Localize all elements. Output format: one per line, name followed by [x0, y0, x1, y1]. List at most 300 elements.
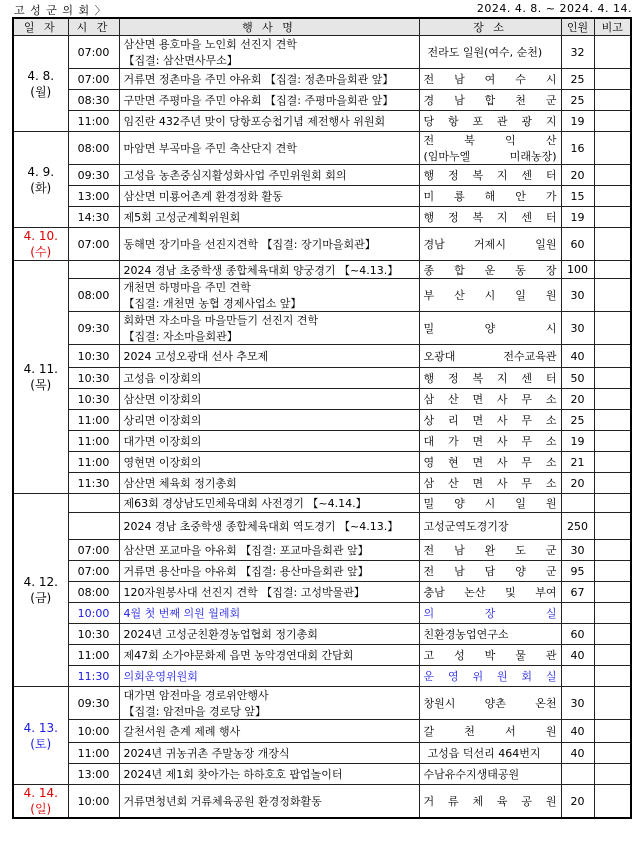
attendee-count-cell: 25	[561, 69, 594, 90]
note-cell	[594, 582, 631, 603]
table-row	[13, 513, 631, 540]
event-title-cell	[119, 165, 419, 186]
attendee-count-cell: 21	[561, 452, 594, 473]
place-line: 갈 천 서 원	[423, 725, 557, 738]
event-title-cell	[119, 69, 419, 90]
table-row	[13, 720, 631, 743]
event-title-line: 거류면 용산마을 야유회 【집결: 용산마을회관 앞】	[123, 565, 369, 578]
table-row	[13, 389, 631, 410]
place-cell	[419, 36, 561, 69]
event-title-line: 【집결: 자소마을회관】	[123, 330, 238, 343]
attendee-count-cell: 60	[561, 228, 594, 261]
place-cell	[419, 69, 561, 90]
note-cell	[594, 431, 631, 452]
event-title-cell	[119, 207, 419, 228]
note-cell	[594, 785, 631, 819]
place-line: 삼 산 면 사 무 소	[423, 477, 557, 490]
place-cell	[419, 345, 561, 368]
event-title-cell	[119, 261, 419, 279]
event-title-cell	[119, 90, 419, 111]
note-cell	[594, 473, 631, 494]
date-cell	[13, 261, 68, 494]
place-line: 오광대 전수교육관	[423, 350, 557, 363]
time-cell: 08:00	[68, 132, 119, 165]
date-cell	[13, 785, 68, 819]
event-title-line: 삼산면 미룡어촌계 환경정화 활동	[123, 190, 283, 203]
note-cell	[594, 90, 631, 111]
place-cell	[419, 687, 561, 720]
place-cell	[419, 582, 561, 603]
table-row	[13, 764, 631, 785]
place-line: 창원시 양촌 온천	[423, 697, 557, 710]
place-line: 의 장 실	[423, 607, 557, 620]
note-cell	[594, 720, 631, 743]
event-title-cell	[119, 410, 419, 431]
event-title-cell	[119, 666, 419, 687]
event-title-line: 2024년 고성군친환경농업협회 정기총회	[123, 628, 318, 641]
event-title-line: 마암면 부곡마을 주민 축산단지 견학	[123, 142, 297, 155]
table-row	[13, 36, 631, 69]
note-cell	[594, 132, 631, 165]
time-cell: 13:00	[68, 764, 119, 785]
date-label: 4. 14.	[23, 786, 58, 800]
note-cell	[594, 312, 631, 345]
attendee-count-cell: 15	[561, 186, 594, 207]
time-cell: 07:00	[68, 36, 119, 69]
event-title-cell	[119, 36, 419, 69]
attendee-count-cell	[561, 666, 594, 687]
place-cell	[419, 666, 561, 687]
note-cell	[594, 368, 631, 389]
place-cell	[419, 743, 561, 764]
event-title-line: 대가면 암전마을 경로위안행사	[123, 689, 269, 702]
event-title-cell	[119, 186, 419, 207]
table-row	[13, 473, 631, 494]
table-row	[13, 666, 631, 687]
place-line: 친환경농업연구소	[423, 628, 509, 641]
place-line: 전 북 익 산	[423, 134, 557, 147]
place-line: 고성읍 덕선리 464번지	[427, 747, 541, 760]
event-title-line: 의회운영위원회	[123, 670, 198, 683]
table-row	[13, 279, 631, 312]
event-title-line: 영현면 이장회의	[123, 456, 202, 469]
note-cell	[594, 279, 631, 312]
event-title-line: 상리면 이장회의	[123, 414, 202, 427]
event-title-line: 4월 첫 번째 의원 월례회	[123, 607, 241, 620]
attendee-count-cell: 19	[561, 111, 594, 132]
attendee-count-cell: 40	[561, 720, 594, 743]
weekday-label: (목)	[30, 378, 52, 392]
attendee-count-cell: 20	[561, 165, 594, 186]
note-cell	[594, 603, 631, 624]
date-label: 4. 11.	[23, 362, 58, 376]
place-cell	[419, 645, 561, 666]
event-title-cell	[119, 279, 419, 312]
note-cell	[594, 261, 631, 279]
event-title-line: 거류면 정촌마을 주민 야유회 【집결: 정촌마을회관 앞】	[123, 73, 394, 86]
place-line: 경 남 합 천 군	[423, 94, 557, 107]
place-cell	[419, 764, 561, 785]
event-title-cell	[119, 312, 419, 345]
time-cell: 08:00	[68, 279, 119, 312]
column-header-event: 행 사 명	[119, 18, 419, 36]
event-title-cell	[119, 720, 419, 743]
table-row	[13, 582, 631, 603]
time-cell: 13:00	[68, 186, 119, 207]
event-title-cell	[119, 687, 419, 720]
event-title-cell	[119, 743, 419, 764]
place-line: 전라도 일원(여수, 순천)	[427, 46, 543, 59]
event-title-cell	[119, 494, 419, 513]
place-cell	[419, 132, 561, 165]
time-cell: 11:00	[68, 111, 119, 132]
time-cell: 10:30	[68, 368, 119, 389]
place-line: 수남유수지생태공원	[423, 768, 520, 781]
event-title-line: 삼산면 체육회 정기총회	[123, 477, 237, 490]
attendee-count-cell: 40	[561, 743, 594, 764]
attendee-count-cell: 60	[561, 624, 594, 645]
weekday-label: (월)	[30, 84, 52, 99]
note-cell	[594, 207, 631, 228]
table-row	[13, 186, 631, 207]
time-cell	[68, 261, 119, 279]
event-title-line: 거류면청년회 거류체육공원 환경정화활동	[123, 795, 322, 808]
date-cell	[13, 494, 68, 687]
place-cell	[419, 389, 561, 410]
place-line: 운 영 위 원 회 실	[423, 670, 557, 683]
date-cell	[13, 228, 68, 261]
attendee-count-cell: 50	[561, 368, 594, 389]
attendee-count-cell: 19	[561, 207, 594, 228]
event-title-line: 갈천서원 춘계 제례 행사	[123, 725, 241, 738]
time-cell: 09:30	[68, 687, 119, 720]
attendee-count-cell: 19	[561, 431, 594, 452]
event-title-line: 삼산면 이장회의	[123, 393, 202, 406]
time-cell: 11:00	[68, 452, 119, 473]
note-cell	[594, 666, 631, 687]
attendee-count-cell: 20	[561, 389, 594, 410]
attendee-count-cell: 250	[561, 513, 594, 540]
place-line: 고성군역도경기장	[423, 520, 509, 533]
place-cell	[419, 785, 561, 819]
note-cell	[594, 764, 631, 785]
table-row	[13, 312, 631, 345]
place-cell	[419, 720, 561, 743]
place-line: 전 남 완 도 군	[423, 544, 557, 557]
time-cell: 10:30	[68, 345, 119, 368]
table-row	[13, 132, 631, 165]
table-row	[13, 687, 631, 720]
place-cell	[419, 494, 561, 513]
time-cell: 10:30	[68, 624, 119, 645]
attendee-count-cell: 32	[561, 36, 594, 69]
event-title-cell	[119, 582, 419, 603]
event-title-cell	[119, 368, 419, 389]
event-title-line: 【집결: 암전마을 경로당 앞】	[123, 705, 266, 718]
table-row	[13, 540, 631, 561]
event-title-line: 2024년 제1회 찾아가는 하하호호 팝업놀이터	[123, 768, 343, 781]
note-cell	[594, 69, 631, 90]
weekday-label: (수)	[30, 245, 52, 259]
place-cell	[419, 312, 561, 345]
event-title-cell	[119, 561, 419, 582]
note-cell	[594, 452, 631, 473]
place-line: (임마누엘 미래농장)	[423, 150, 557, 163]
place-line: 대 가 면 사 무 소	[423, 435, 557, 448]
attendee-count-cell: 30	[561, 687, 594, 720]
event-title-cell	[119, 645, 419, 666]
table-row	[13, 452, 631, 473]
place-line: 충남 논산 및 부여	[423, 586, 557, 599]
place-cell	[419, 473, 561, 494]
note-cell	[594, 494, 631, 513]
event-title-cell	[119, 111, 419, 132]
place-cell	[419, 561, 561, 582]
event-title-line: 임진란 432주년 맞이 당항포승첩기념 제전행사 위원회	[123, 115, 386, 128]
place-cell	[419, 624, 561, 645]
attendee-count-cell	[561, 764, 594, 785]
place-cell	[419, 111, 561, 132]
note-cell	[594, 345, 631, 368]
attendee-count-cell: 20	[561, 785, 594, 819]
place-line: 상 리 면 사 무 소	[423, 414, 557, 427]
note-cell	[594, 513, 631, 540]
time-cell: 09:30	[68, 312, 119, 345]
place-cell	[419, 228, 561, 261]
attendee-count-cell: 40	[561, 345, 594, 368]
event-title-cell	[119, 389, 419, 410]
time-cell: 11:00	[68, 431, 119, 452]
event-title-line: 회화면 자소마을 마을만들기 선진지 견학	[123, 314, 319, 327]
table-row	[13, 624, 631, 645]
event-title-line: 구만면 주평마을 주민 야유회 【집결: 주평마을회관 앞】	[123, 94, 394, 107]
event-title-line: 대가면 이장회의	[123, 435, 202, 448]
event-title-cell	[119, 132, 419, 165]
table-row	[13, 785, 631, 819]
column-header-count: 인원	[561, 18, 594, 36]
note-cell	[594, 111, 631, 132]
time-cell: 10:00	[68, 603, 119, 624]
attendee-count-cell: 100	[561, 261, 594, 279]
attendee-count-cell: 30	[561, 312, 594, 345]
note-cell	[594, 36, 631, 69]
place-line: 전 남 담 양 군	[423, 565, 557, 578]
time-cell: 11:30	[68, 666, 119, 687]
table-row	[13, 345, 631, 368]
time-cell: 11:00	[68, 410, 119, 431]
attendee-count-cell: 30	[561, 279, 594, 312]
place-cell	[419, 261, 561, 279]
place-line: 영 현 면 사 무 소	[423, 456, 557, 469]
date-cell	[13, 132, 68, 228]
event-title-line: 삼산면 용호마을 노인회 선진지 견학	[123, 38, 297, 51]
place-cell	[419, 431, 561, 452]
note-cell	[594, 540, 631, 561]
place-line: 행 정 복 지 센 터	[423, 169, 557, 182]
event-title-cell	[119, 345, 419, 368]
place-line: 행 정 복 지 센 터	[423, 372, 557, 385]
attendee-count-cell	[561, 494, 594, 513]
time-cell	[68, 513, 119, 540]
attendee-count-cell: 16	[561, 132, 594, 165]
table-row	[13, 90, 631, 111]
time-cell: 07:00	[68, 69, 119, 90]
table-row	[13, 207, 631, 228]
time-cell: 10:00	[68, 785, 119, 819]
time-cell: 11:00	[68, 743, 119, 764]
place-cell	[419, 279, 561, 312]
place-line: 종 합 운 동 장	[423, 263, 557, 277]
event-title-cell	[119, 452, 419, 473]
place-line: 부 산 시 일 원	[423, 289, 557, 302]
attendee-count-cell: 40	[561, 645, 594, 666]
note-cell	[594, 645, 631, 666]
event-title-line: 2024 경남 초중학생 종합체육대회 역도경기 【~4.13.】	[123, 520, 399, 533]
place-line: 거 류 체 육 공 원	[423, 795, 557, 808]
weekday-label: (토)	[30, 736, 52, 751]
weekday-label: (금)	[30, 591, 52, 605]
date-range: 2024. 4. 8. ~ 2024. 4. 14.	[476, 2, 632, 15]
event-title-line: 【집결: 개천면 농협 경제사업소 앞】	[123, 297, 302, 310]
time-cell: 11:30	[68, 473, 119, 494]
place-cell	[419, 207, 561, 228]
note-cell	[594, 165, 631, 186]
note-cell	[594, 561, 631, 582]
event-title-line: 개천면 하명마을 주민 견학	[123, 281, 251, 294]
place-cell	[419, 368, 561, 389]
date-cell	[13, 36, 68, 132]
attendee-count-cell	[561, 603, 594, 624]
event-title-line: 제5회 고성군계획위원회	[123, 211, 241, 224]
time-cell: 07:00	[68, 540, 119, 561]
note-cell	[594, 389, 631, 410]
time-cell: 09:30	[68, 165, 119, 186]
time-cell: 14:30	[68, 207, 119, 228]
weekday-label: (화)	[30, 180, 52, 195]
date-cell	[13, 687, 68, 785]
event-title-line: 제63회 경상남도민체육대회 사전경기 【~4.14.】	[123, 497, 367, 510]
event-title-line: 삼산면 포교마을 야유회 【집결: 포교마을회관 앞】	[123, 544, 369, 557]
date-label: 4. 8.	[27, 68, 55, 83]
place-line: 밀 양 시 일 원	[423, 497, 557, 510]
event-title-line: 120자원봉사대 선진지 견학 【집결: 고성박물관】	[123, 586, 365, 599]
event-title-cell	[119, 228, 419, 261]
event-title-cell	[119, 785, 419, 819]
date-label: 4. 12.	[23, 575, 58, 589]
time-cell: 10:30	[68, 389, 119, 410]
place-line: 전 남 여 수 시	[423, 73, 557, 86]
note-cell	[594, 743, 631, 764]
event-title-line: 2024 경남 초중학생 종합체육대회 양궁경기 【~4.13.】	[123, 263, 399, 277]
table-row	[13, 368, 631, 389]
attendee-count-cell: 25	[561, 90, 594, 111]
place-cell	[419, 540, 561, 561]
report-header	[0, 0, 640, 18]
table-row	[13, 645, 631, 666]
event-title-cell	[119, 540, 419, 561]
note-cell	[594, 410, 631, 431]
attendee-count-cell: 95	[561, 561, 594, 582]
column-header-note: 비고	[594, 18, 631, 36]
schedule-table	[12, 17, 632, 819]
event-title-cell	[119, 603, 419, 624]
place-line: 경남 거제시 일원	[423, 238, 557, 251]
weekday-label: (일)	[30, 802, 52, 816]
place-line: 고 성 박 물 관	[423, 649, 557, 662]
note-cell	[594, 186, 631, 207]
place-cell	[419, 165, 561, 186]
time-cell: 10:00	[68, 720, 119, 743]
organization-title: 고 성 군 의 회 〉	[14, 4, 107, 17]
attendee-count-cell: 67	[561, 582, 594, 603]
date-label: 4. 10.	[23, 229, 58, 243]
place-line: 밀 양 시	[423, 322, 557, 335]
table-row	[13, 603, 631, 624]
date-label: 4. 9.	[27, 164, 55, 179]
note-cell	[594, 687, 631, 720]
event-title-cell	[119, 764, 419, 785]
time-cell: 11:00	[68, 645, 119, 666]
place-line: 삼 산 면 사 무 소	[423, 393, 557, 406]
place-line: 행 정 복 지 센 터	[423, 211, 557, 224]
place-cell	[419, 410, 561, 431]
event-title-line: 동해면 장기마을 선진지견학 【집결: 장기마을회관】	[123, 238, 376, 251]
date-label: 4. 13.	[23, 720, 58, 735]
table-row	[13, 410, 631, 431]
attendee-count-cell: 30	[561, 540, 594, 561]
attendee-count-cell: 25	[561, 410, 594, 431]
place-cell	[419, 452, 561, 473]
column-header-date: 일 자	[13, 18, 68, 36]
column-header-time: 시 간	[68, 18, 119, 36]
event-title-line: 제47회 소가야문화제 읍면 농악경연대회 간담회	[123, 649, 354, 662]
event-title-cell	[119, 624, 419, 645]
time-cell: 08:00	[68, 582, 119, 603]
table-row	[13, 561, 631, 582]
place-cell	[419, 603, 561, 624]
table-row	[13, 111, 631, 132]
table-header-row	[13, 18, 631, 36]
time-cell: 07:00	[68, 561, 119, 582]
event-title-cell	[119, 513, 419, 540]
event-title-line: 【집결: 삼산면사무소】	[123, 54, 238, 67]
time-cell: 08:30	[68, 90, 119, 111]
time-cell	[68, 494, 119, 513]
table-row	[13, 743, 631, 764]
event-title-cell	[119, 473, 419, 494]
table-row	[13, 431, 631, 452]
column-header-place: 장 소	[419, 18, 561, 36]
event-title-line: 고성읍 이장회의	[123, 372, 202, 385]
place-cell	[419, 90, 561, 111]
table-row	[13, 228, 631, 261]
event-title-line: 2024년 귀농귀촌 주말농장 개장식	[123, 747, 290, 760]
table-row	[13, 261, 631, 279]
table-row	[13, 69, 631, 90]
event-title-cell	[119, 431, 419, 452]
table-row	[13, 494, 631, 513]
event-title-line: 2024 고성오광대 선사 추모제	[123, 350, 269, 363]
place-line: 당 항 포 관 광 지	[423, 115, 557, 128]
table-row	[13, 165, 631, 186]
note-cell	[594, 228, 631, 261]
event-title-line: 고성읍 농촌중심지활성화사업 주민위원회 회의	[123, 169, 347, 182]
attendee-count-cell: 20	[561, 473, 594, 494]
note-cell	[594, 624, 631, 645]
time-cell: 07:00	[68, 228, 119, 261]
place-line: 미 룡 해 안 가	[423, 190, 557, 203]
place-cell	[419, 513, 561, 540]
